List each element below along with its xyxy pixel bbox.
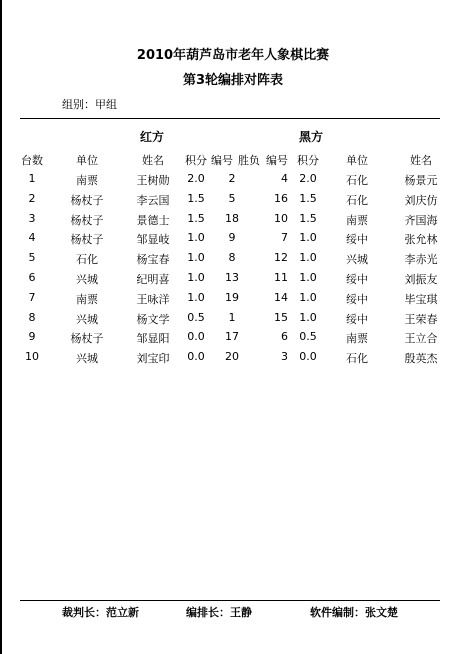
red-id-cell: 17 xyxy=(225,330,239,344)
black-unit-cell: 绥中 xyxy=(346,233,368,247)
red-points-cell: 0.0 xyxy=(187,330,205,344)
red-id-cell: 8 xyxy=(228,251,236,265)
black-id-cell: 3 xyxy=(281,350,288,364)
black-unit-cell: 绥中 xyxy=(346,292,368,306)
red-points-cell: 1.0 xyxy=(187,231,205,245)
red-id-cell: 2 xyxy=(228,172,236,185)
black-side-heading: 黑方 xyxy=(299,130,324,144)
red-id-cell: 5 xyxy=(228,191,236,205)
red-player-name-cell: 李云国 xyxy=(136,193,170,207)
chief-referee-name: 范立新 xyxy=(106,606,139,619)
header-black-player-name: 姓名 xyxy=(410,154,432,167)
red-player-name-cell: 杨宝春 xyxy=(136,253,170,267)
chief-referee-label: 裁判长： xyxy=(62,606,106,619)
board-number-cell: 5 xyxy=(28,251,36,265)
red-unit-cell: 杨杖子 xyxy=(70,193,104,207)
black-points-cell: 0.0 xyxy=(299,350,317,364)
red-unit-cell: 南票 xyxy=(76,292,98,306)
black-player-name-cell: 刘庆仿 xyxy=(404,193,438,207)
red-points-cell: 1.5 xyxy=(187,211,205,225)
red-player-name-cell: 王咏洋 xyxy=(136,292,170,306)
black-points-cell: 1.5 xyxy=(299,191,317,205)
red-player-name-cell: 景德士 xyxy=(136,213,170,227)
board-number-cell: 7 xyxy=(28,290,36,304)
black-points-cell: 0.5 xyxy=(299,330,317,344)
red-player-name-cell: 杨文学 xyxy=(136,312,170,326)
header-black-unit: 单位 xyxy=(346,154,368,167)
red-id-cell: 20 xyxy=(225,350,239,364)
header-board-number: 台数 xyxy=(21,154,43,167)
black-points-cell: 1.0 xyxy=(299,251,317,265)
black-id-cell: 4 xyxy=(281,172,288,185)
red-points-cell: 1.0 xyxy=(187,290,205,304)
red-points-cell: 2.0 xyxy=(187,172,205,185)
red-player-name-cell: 刘宝印 xyxy=(136,352,170,366)
black-unit-cell: 南票 xyxy=(346,332,368,346)
black-id-cell: 10 xyxy=(274,211,288,225)
board-number-cell: 2 xyxy=(28,191,36,205)
software-author: 张文楚 xyxy=(365,606,398,619)
page-subtitle: 第3轮编排对阵表 xyxy=(182,73,284,88)
red-unit-cell: 杨杖子 xyxy=(70,213,104,227)
top-divider xyxy=(20,118,440,119)
scheduler-name: 王静 xyxy=(230,606,252,619)
red-id-cell: 19 xyxy=(225,290,239,304)
software-label: 软件编制： xyxy=(310,606,365,619)
header-red-id: 编号 xyxy=(211,154,233,167)
board-number-cell: 10 xyxy=(25,350,39,364)
black-player-name-cell: 刘振友 xyxy=(404,273,438,286)
page-title: 2010年葫芦岛市老年人象棋比赛 xyxy=(136,48,330,63)
black-player-name-cell: 王荣春 xyxy=(404,312,438,326)
black-id-cell: 6 xyxy=(281,330,288,344)
black-unit-cell: 南票 xyxy=(346,213,368,227)
red-id-cell: 9 xyxy=(228,231,236,245)
red-points-cell: 1.0 xyxy=(187,271,205,284)
red-unit-cell: 南票 xyxy=(76,174,98,187)
black-unit-cell: 兴城 xyxy=(346,253,368,267)
black-unit-cell: 绥中 xyxy=(346,312,368,326)
board-number-cell: 6 xyxy=(28,271,36,284)
black-points-cell: 1.0 xyxy=(299,310,317,324)
red-player-name-cell: 邹显阳 xyxy=(136,332,170,346)
black-unit-cell: 石化 xyxy=(346,193,368,207)
board-number-cell: 3 xyxy=(28,211,36,225)
red-points-cell: 1.5 xyxy=(187,191,205,205)
red-points-cell: 1.0 xyxy=(187,251,205,265)
black-player-name-cell: 张允林 xyxy=(404,233,438,247)
black-player-name-cell: 齐国海 xyxy=(404,213,438,227)
red-unit-cell: 石化 xyxy=(76,253,98,267)
black-unit-cell: 石化 xyxy=(346,174,368,187)
black-id-cell: 12 xyxy=(274,251,288,265)
red-points-cell: 0.0 xyxy=(187,350,205,364)
black-player-name-cell: 李赤光 xyxy=(404,253,438,267)
red-unit-cell: 杨杖子 xyxy=(70,233,104,247)
red-unit-cell: 兴城 xyxy=(76,312,98,326)
black-id-cell: 11 xyxy=(274,271,288,284)
red-player-name-cell: 王树勋 xyxy=(136,174,170,187)
footer-scheduler xyxy=(186,604,252,620)
black-id-cell: 14 xyxy=(274,290,288,304)
black-player-name-cell: 杨景元 xyxy=(404,174,438,187)
page-left-border xyxy=(0,0,2,654)
header-red-unit: 单位 xyxy=(76,154,98,167)
header-red-points: 积分 xyxy=(185,154,207,167)
black-unit-cell: 绥中 xyxy=(346,273,368,286)
black-points-cell: 1.0 xyxy=(299,290,317,304)
red-id-cell: 13 xyxy=(225,271,239,284)
black-player-name-cell: 毕宝琪 xyxy=(404,292,438,306)
red-unit-cell: 杨杖子 xyxy=(70,332,104,346)
red-id-cell: 1 xyxy=(228,310,236,324)
red-player-name-cell: 纪明喜 xyxy=(136,273,170,286)
red-points-cell: 0.5 xyxy=(187,310,205,324)
board-number-cell: 1 xyxy=(28,172,36,185)
red-player-name-cell: 邹显岐 xyxy=(136,233,170,247)
scheduler-label: 编排长： xyxy=(186,606,230,619)
black-unit-cell: 石化 xyxy=(346,352,368,366)
footer-software xyxy=(310,604,398,620)
header-black-id: 编号 xyxy=(266,154,288,167)
red-id-cell: 18 xyxy=(225,211,239,225)
board-number-cell: 8 xyxy=(28,310,36,324)
header-black-points: 积分 xyxy=(297,154,319,167)
header-red-player-name: 姓名 xyxy=(142,154,164,167)
black-points-cell: 1.0 xyxy=(299,231,317,245)
black-id-cell: 16 xyxy=(274,191,288,205)
red-unit-cell: 兴城 xyxy=(76,352,98,366)
bottom-divider xyxy=(20,600,440,601)
board-number-cell: 4 xyxy=(28,231,36,245)
black-id-cell: 7 xyxy=(281,231,288,245)
board-number-cell: 9 xyxy=(28,330,36,344)
black-points-cell: 1.5 xyxy=(299,211,317,225)
red-side-heading: 红方 xyxy=(140,130,165,144)
footer-chief-referee xyxy=(62,604,139,620)
black-player-name-cell: 王立合 xyxy=(404,332,438,346)
black-points-cell: 2.0 xyxy=(299,172,317,185)
group-label: 组别：甲组 xyxy=(62,98,117,111)
header-result: 胜负 xyxy=(238,154,260,167)
black-id-cell: 15 xyxy=(274,310,288,324)
red-unit-cell: 兴城 xyxy=(76,273,98,286)
black-player-name-cell: 殷英杰 xyxy=(404,352,438,366)
black-points-cell: 1.0 xyxy=(299,271,317,284)
